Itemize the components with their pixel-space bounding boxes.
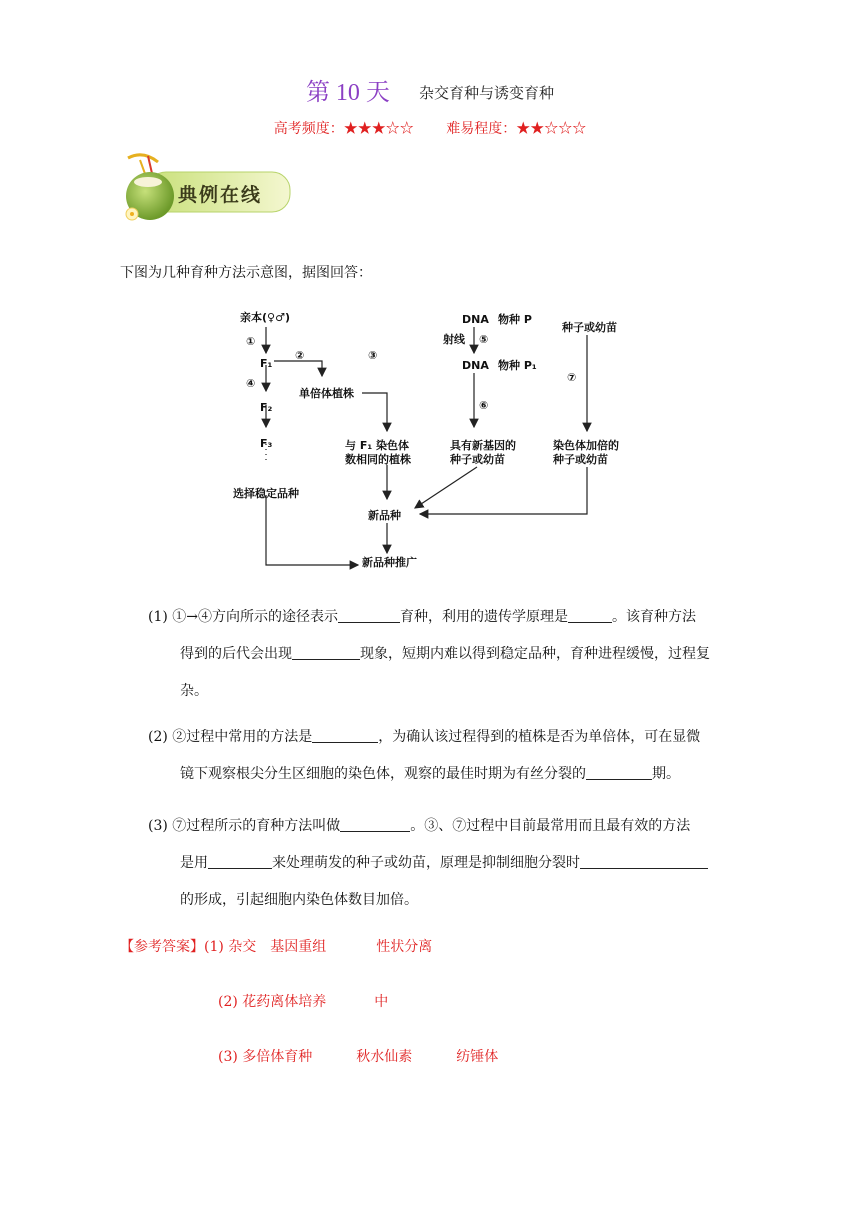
rating-row bbox=[0, 118, 860, 138]
breeding-diagram bbox=[222, 303, 642, 581]
label-f3: F₃ bbox=[260, 437, 273, 450]
blank-3-2[interactable] bbox=[208, 854, 272, 869]
label-step-5: ⑤ bbox=[479, 333, 489, 346]
answer-line-3: (3) 多倍体育种 秋水仙素 纺锤体 bbox=[218, 1049, 499, 1065]
blank-1-2[interactable] bbox=[568, 608, 612, 623]
label-dna-p1-b: 物种 P₁ bbox=[498, 359, 537, 372]
label-same-as-f1-2: 数相同的植株 bbox=[345, 453, 411, 466]
topic-title: 杂交育种与诱变育种 bbox=[419, 84, 555, 102]
label-step-4: ④ bbox=[246, 377, 256, 390]
section-banner bbox=[118, 152, 293, 226]
label-new-gene-1: 具有新基因的 bbox=[450, 439, 516, 452]
label-same-as-f1-1: 与 F₁ 染色体 bbox=[345, 439, 409, 452]
label-parents: 亲本(♀♂) bbox=[240, 311, 290, 324]
answer-label: 【参考答案】 bbox=[120, 939, 204, 955]
banner-text: 典例在线 bbox=[178, 184, 263, 206]
umbrella-icon bbox=[128, 155, 158, 162]
label-dna-p1-a: DNA bbox=[462, 359, 489, 372]
label-f2: F₂ bbox=[260, 401, 273, 414]
question-3: (3) ⑦过程所示的育种方法叫做 。③、⑦过程中目前最常用而且最有效的方法 是用 来处理萌发的种子或幼苗，原理是抑制细胞分裂时 的形成，引起细胞内染色体数目加倍。 bbox=[148, 808, 748, 919]
blank-2-1[interactable] bbox=[312, 728, 378, 743]
blank-3-3[interactable] bbox=[580, 854, 708, 869]
label-step-1: ① bbox=[246, 335, 256, 348]
label-doubled-1: 染色体加倍的 bbox=[553, 439, 619, 452]
intro-text: 下图为几种育种方法示意图，据图回答： bbox=[120, 265, 372, 281]
label-seed: 种子或幼苗 bbox=[562, 321, 617, 334]
label-step-3: ③ bbox=[368, 349, 378, 362]
answer-line-2: (2) 花药离体培养 中 bbox=[218, 994, 389, 1010]
blank-1-3[interactable] bbox=[292, 645, 360, 660]
blank-2-2[interactable] bbox=[586, 765, 652, 780]
label-step-7: ⑦ bbox=[567, 371, 577, 384]
difficulty-rating: 难易程度：★★☆☆☆ bbox=[446, 121, 587, 137]
answer-line-1: 【参考答案】(1) 杂交 基因重组 性状分离 bbox=[120, 939, 433, 955]
label-step-6: ⑥ bbox=[479, 399, 489, 412]
question-1: (1) ①→④方向所示的途径表示 育种，利用的遗传学原理是 。该育种方法 得到的后代会出现 现象，短期内难以得到稳定品种，育种进程缓慢，过程复 杂。 bbox=[148, 609, 710, 699]
label-ray: 射线 bbox=[443, 333, 465, 346]
label-f1: F₁ bbox=[260, 357, 273, 370]
label-new-gene-2: 种子或幼苗 bbox=[450, 453, 505, 466]
day-number: 第 10 天 bbox=[305, 80, 390, 106]
label-promote: 新品种推广 bbox=[362, 556, 417, 569]
blank-1-1[interactable] bbox=[338, 608, 400, 623]
label-select-stable: 选择稳定品种 bbox=[233, 487, 299, 500]
page-title bbox=[0, 72, 860, 107]
blank-3-1[interactable] bbox=[340, 817, 410, 832]
frequency-rating: 高考频度：★★★☆☆ bbox=[273, 121, 414, 137]
label-step-2: ② bbox=[295, 349, 305, 362]
label-dna-p-b: 物种 P bbox=[498, 313, 532, 326]
label-haploid: 单倍体植株 bbox=[299, 387, 354, 400]
label-dna-p-a: DNA bbox=[462, 313, 489, 326]
question-2: (2) ②过程中常用的方法是 ，为确认该过程得到的植株是否为单倍体，可在显微 镜下观察根尖分生区细胞的染色体，观察的最佳时期为有丝分裂的 期。 bbox=[148, 729, 701, 782]
label-doubled-2: 种子或幼苗 bbox=[553, 453, 608, 466]
label-new-variety: 新品种 bbox=[368, 509, 401, 522]
